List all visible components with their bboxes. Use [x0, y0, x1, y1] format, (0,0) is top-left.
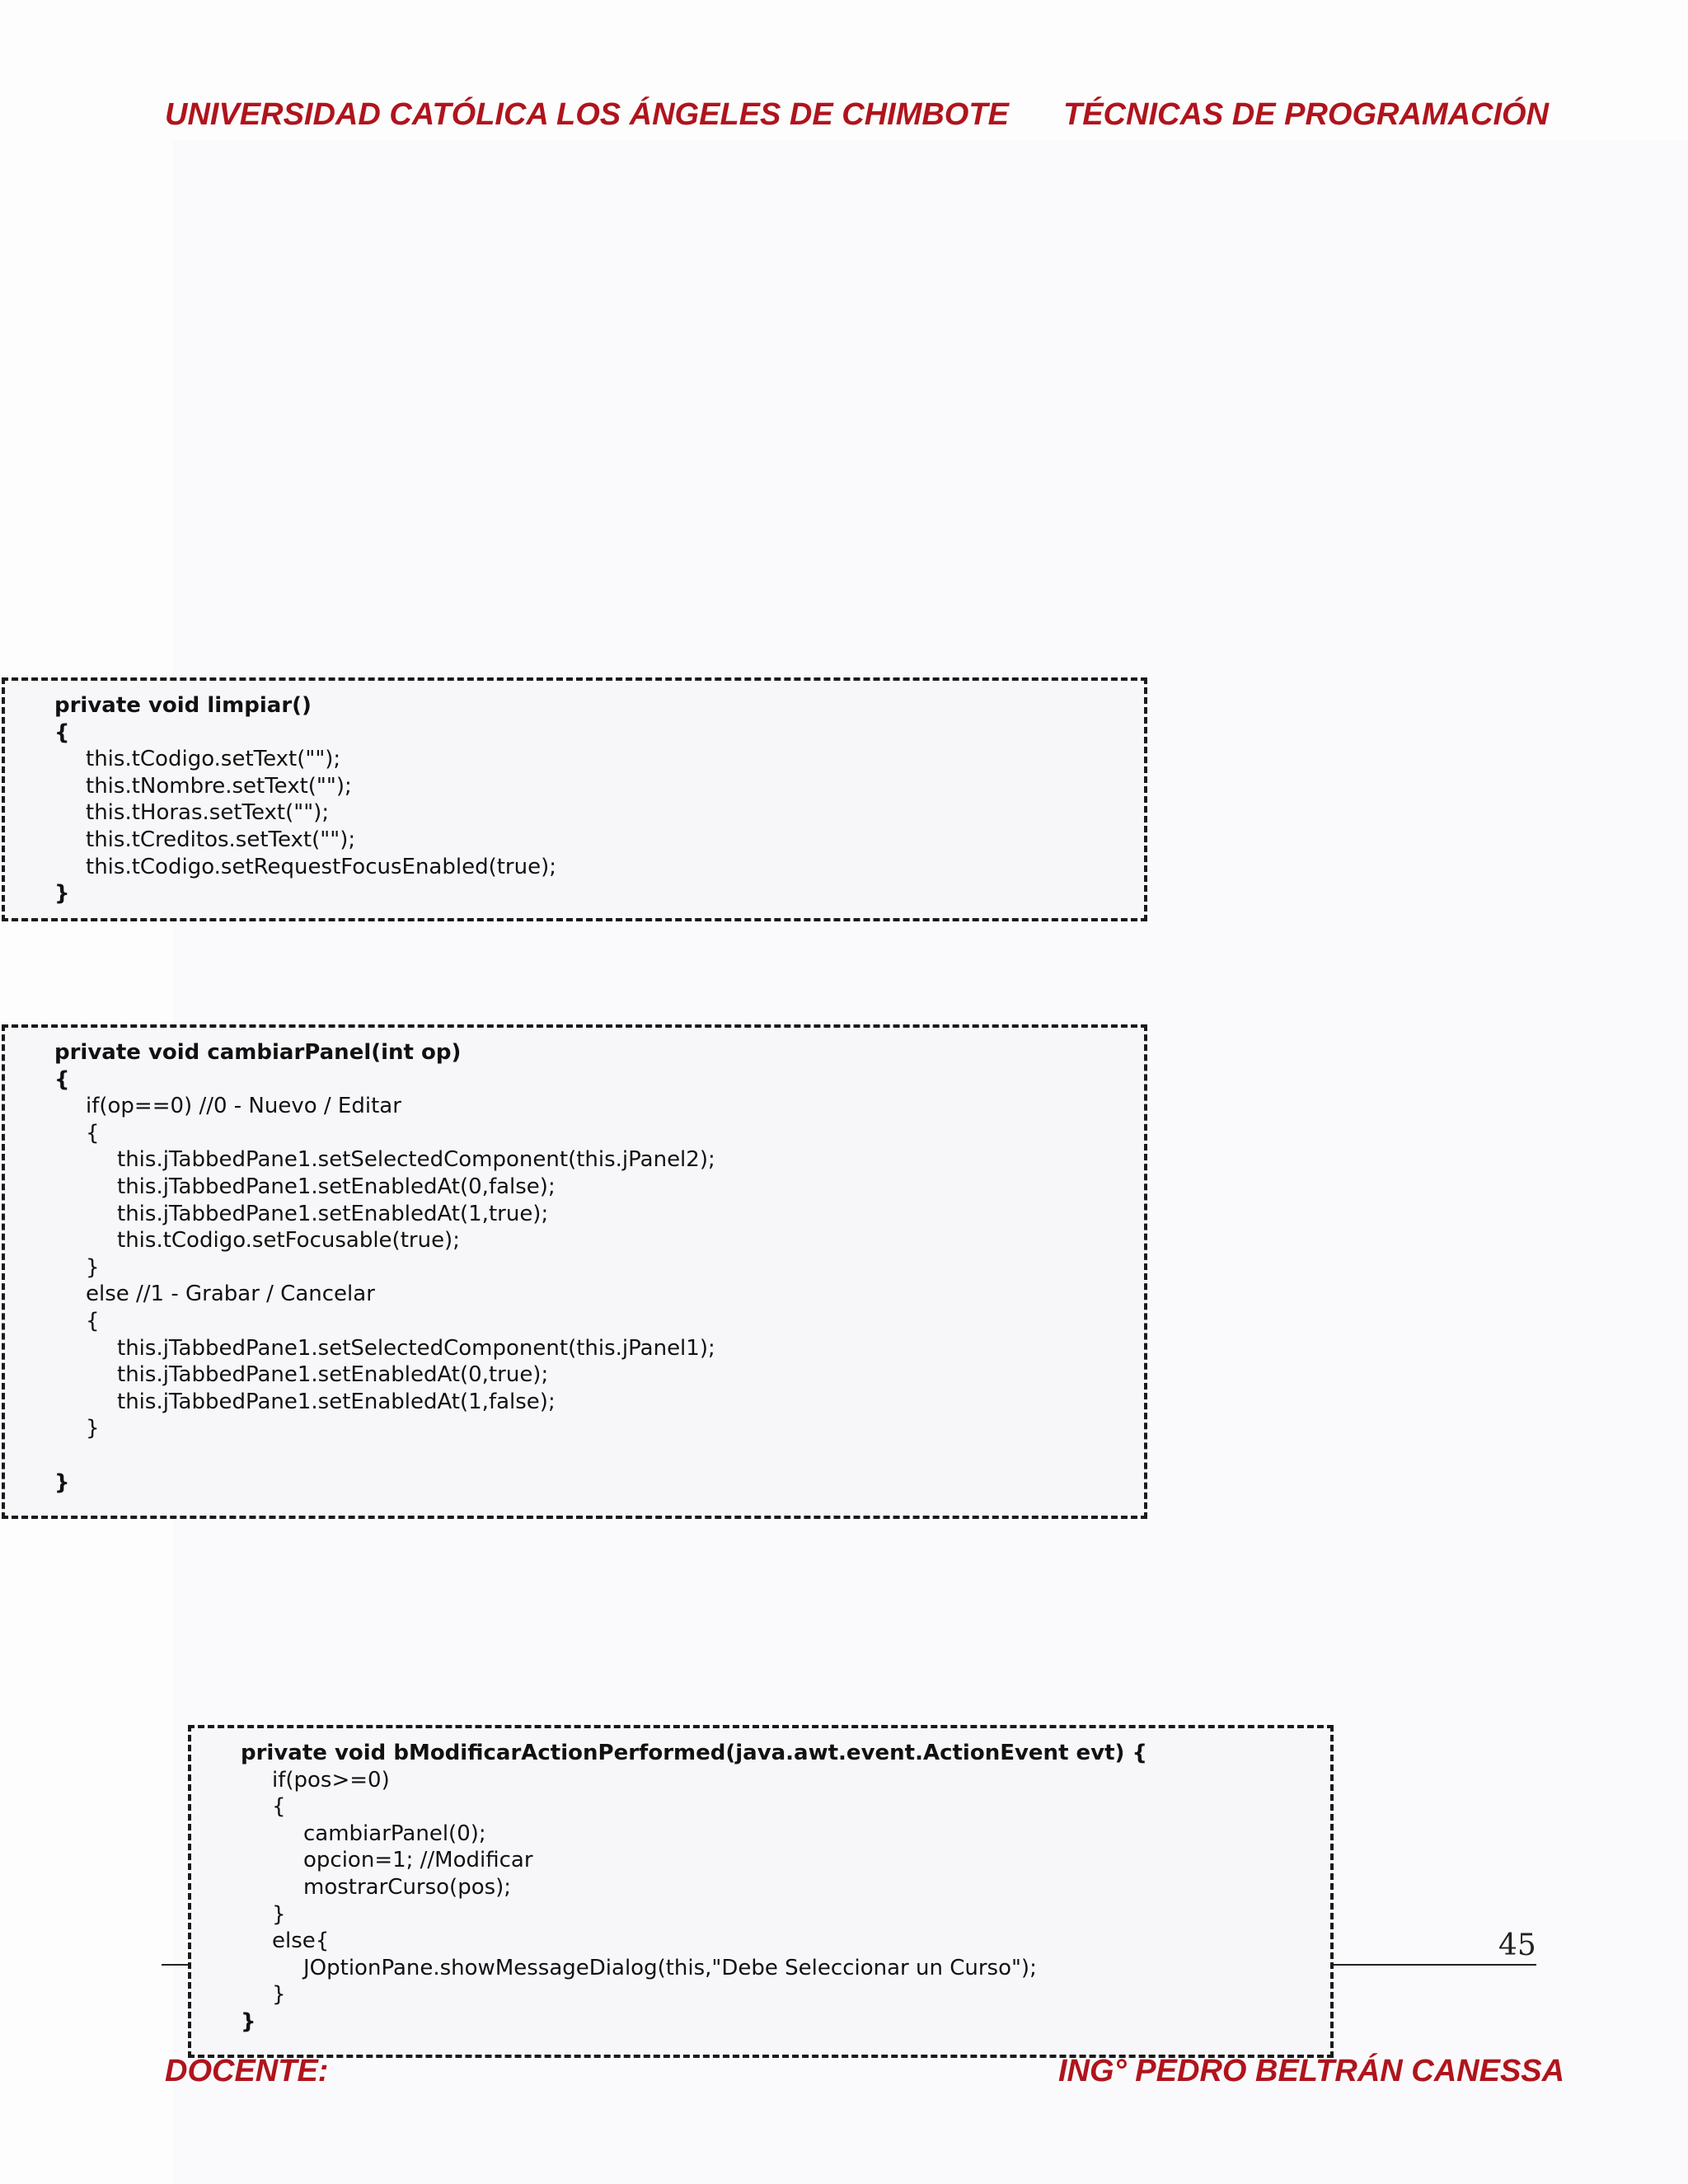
code-line: this.jTabbedPane1.setEnabledAt(0,true);	[117, 1362, 549, 1388]
code-line: this.tCodigo.setRequestFocusEnabled(true);	[86, 854, 556, 879]
code-line: this.jTabbedPane1.setSelectedComponent(this.jPanel1);	[117, 1335, 715, 1361]
header-course: TÉCNICAS DE PROGRAMACIÓN	[1063, 97, 1550, 132]
code-line: }	[54, 1469, 70, 1495]
code-line: else{	[272, 1929, 330, 1954]
code-line: private void limpiar()	[54, 693, 312, 718]
code-block-limpiar	[2, 677, 1147, 921]
code-line: mostrarCurso(pos);	[303, 1874, 512, 1900]
code-line: }	[86, 1416, 100, 1441]
code-line: this.tNombre.setText("");	[86, 773, 352, 799]
code-line: }	[272, 1901, 286, 1927]
code-line: {	[86, 1120, 100, 1146]
code-line: this.tCodigo.setFocusable(true);	[117, 1228, 460, 1254]
code-line: }	[241, 2008, 256, 2034]
header-university: UNIVERSIDAD CATÓLICA LOS ÁNGELES DE CHIMBOTE	[165, 97, 1009, 132]
footer-rule-right	[1334, 1964, 1536, 1966]
code-content	[241, 1740, 1147, 2036]
code-line: JOptionPane.showMessageDialog(this,"Debe Seleccionar un Curso");	[303, 1955, 1037, 1980]
code-line: else //1 - Grabar / Cancelar	[86, 1282, 375, 1307]
code-line: this.jTabbedPane1.setEnabledAt(1,true);	[117, 1201, 549, 1226]
code-line: this.tCreditos.setText("");	[86, 827, 356, 852]
code-line: }	[272, 1982, 286, 2008]
code-line: if(pos>=0)	[272, 1767, 390, 1793]
code-line: {	[86, 1308, 100, 1333]
code-line: this.jTabbedPane1.setSelectedComponent(this.jPanel2);	[117, 1147, 715, 1173]
code-line: }	[86, 1254, 100, 1280]
code-block-cambiarPanel	[2, 1024, 1147, 1519]
code-line: private void cambiarPanel(int op)	[54, 1040, 462, 1065]
page-number: 45	[1498, 1929, 1536, 1962]
footer-docente-name: ING° PEDRO BELTRÁN CANESSA	[1058, 2054, 1565, 2088]
code-line: }	[54, 881, 70, 907]
code-line: if(op==0) //0 - Nuevo / Editar	[86, 1094, 401, 1119]
code-line: this.tHoras.setText("");	[86, 800, 330, 826]
code-line: {	[54, 719, 70, 745]
code-line: this.jTabbedPane1.setEnabledAt(0,false);	[117, 1174, 556, 1199]
footer-rule-left	[162, 1964, 191, 1966]
code-line: {	[272, 1794, 286, 1820]
code-line: cambiarPanel(0);	[303, 1821, 486, 1846]
footer-docente-label: DOCENTE:	[165, 2054, 329, 2088]
code-line: opcion=1; //Modificar	[303, 1848, 533, 1873]
code-line: this.tCodigo.setText("");	[86, 747, 341, 772]
code-line: this.jTabbedPane1.setEnabledAt(1,false);	[117, 1389, 556, 1414]
code-content	[54, 1039, 715, 1496]
code-line: {	[54, 1066, 70, 1092]
code-block-bModificar	[188, 1725, 1334, 2058]
code-content	[54, 692, 556, 907]
code-line: private void bModificarActionPerformed(java.awt.event.ActionEvent evt) {	[241, 1741, 1147, 1765]
